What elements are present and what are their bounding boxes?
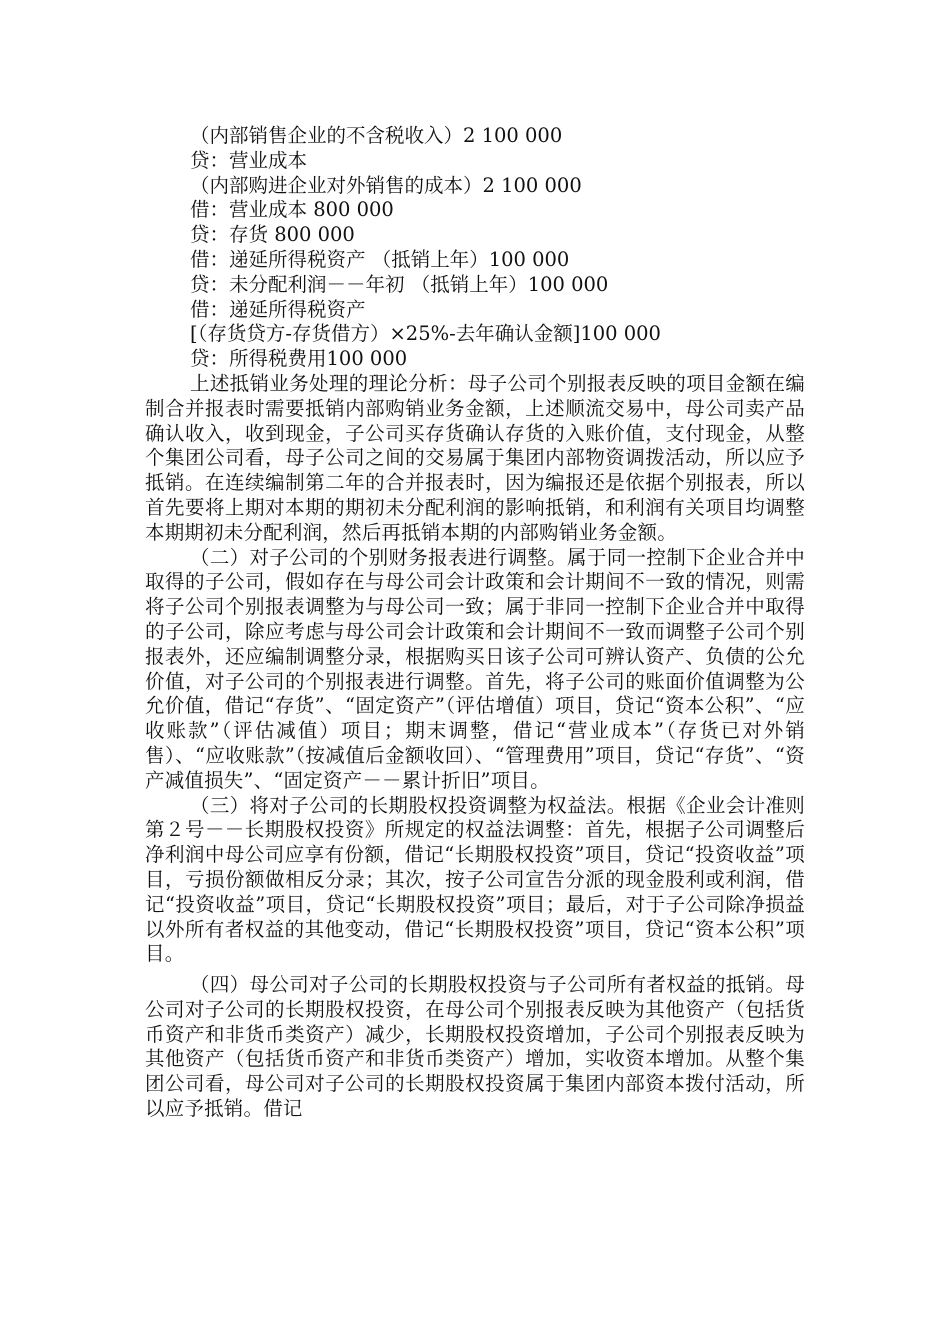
journal-entry-line: [（存货贷方-存货借方）×25%-去年确认金额]100 000 <box>190 322 661 346</box>
journal-entry-line: （内部购进企业对外销售的成本）2 100 000 <box>190 173 582 197</box>
paragraph-section-3: （三）将对子公司的长期股权投资调整为权益法。根据《企业会计准则第２号－－长期股权投资》所规定的权益法调整：首先，根据子公司调整后净利润中母公司应享有份额，借记“长期股权投资”项目，贷记“投资收益”项目，亏损份额做相反分录；其次，按子公司宣告分派的现金股利或利润，借记“投资收益”项目，贷记“长期股权投资”项目；最后，对于子公司除净损益以外所有者权益的其他变动，借记“长期股权投资”项目，贷记“资本公积”项目。 <box>145 793 805 966</box>
paragraph-analysis: 上述抵销业务处理的理论分析：母子公司个别报表反映的项目金额在编制合并报表时需要抵销内部购销业务金额，上述顺流交易中，母公司卖产品确认收入，收到现金，子公司买存货确认存货的入账价值，支付现金，从整个集团公司看，母子公司之间的交易属于集团内部物资调拨活动，所以应予抵销。在连续编制第二年的合并报表时，因为编报还是依据个别报表，所以首先要将上期对本期的期初未分配利润的影响抵销，和利润有关项目均调整本期期初未分配利润，然后再抵销本期的内部购销业务金额。 <box>145 371 805 544</box>
paragraph-section-4: （四）母公司对子公司的长期股权投资与子公司所有者权益的抵销。母公司对子公司的长期股权投资，在母公司个别报表反映为其他资产（包括货币资产和非货币类资产）减少，长期股权投资增加，子公司个别报表反映为其他资产（包括货币资产和非货币类资产）增加，实收资本增加。从整个集团公司看，母公司对子公司的长期股权投资属于集团内部资本拨付活动，所以应予抵销。借记 <box>145 973 805 1121</box>
journal-entry-line: （内部销售企业的不含税收入）2 100 000 <box>190 124 563 147</box>
journal-entry-line: 贷：未分配利润－－年初 （抵销上年）100 000 <box>190 272 609 296</box>
journal-entry-line: 贷：所得税费用100 000 <box>190 347 408 371</box>
document-body <box>145 124 805 1122</box>
paragraph-section-2: （二）对子公司的个别财务报表进行调整。属于同一控制下企业合并中取得的子公司，假如存在与母公司会计政策和会计期间不一致的情况，则需将子公司个别报表调整为与母公司一致；属于非同一控制下企业合并中取得的子公司，除应考虑与母公司会计政策和会计期间不一致而调整子公司个别报表外，还应编制调整分录，根据购买日该子公司可辨认资产、负债的公允价值，对子公司的个别报表进行调整。首先，将子公司的账面价值调整为公允价值，借记“存货”、“固定资产”（评估增值）项目，贷记“资本公积”、“应收账款”（评估减值）项目；期末调整，借记“营业成本”（存货已对外销售）、“应收账款”（按减值后金额收回）、“管理费用”项目，贷记“存货”、“资产减值损失”、“固定资产－－累计折旧”项目。 <box>145 545 805 792</box>
journal-entry-line: 借：营业成本 800 000 <box>190 198 394 222</box>
journal-entry-line: 借：递延所得税资产 （抵销上年）100 000 <box>190 247 570 271</box>
journal-entry-line: 借：递延所得税资产 <box>190 297 366 321</box>
journal-entry-line: 贷：营业成本 <box>190 148 308 172</box>
journal-entry-line: 贷：存货 800 000 <box>190 223 355 247</box>
